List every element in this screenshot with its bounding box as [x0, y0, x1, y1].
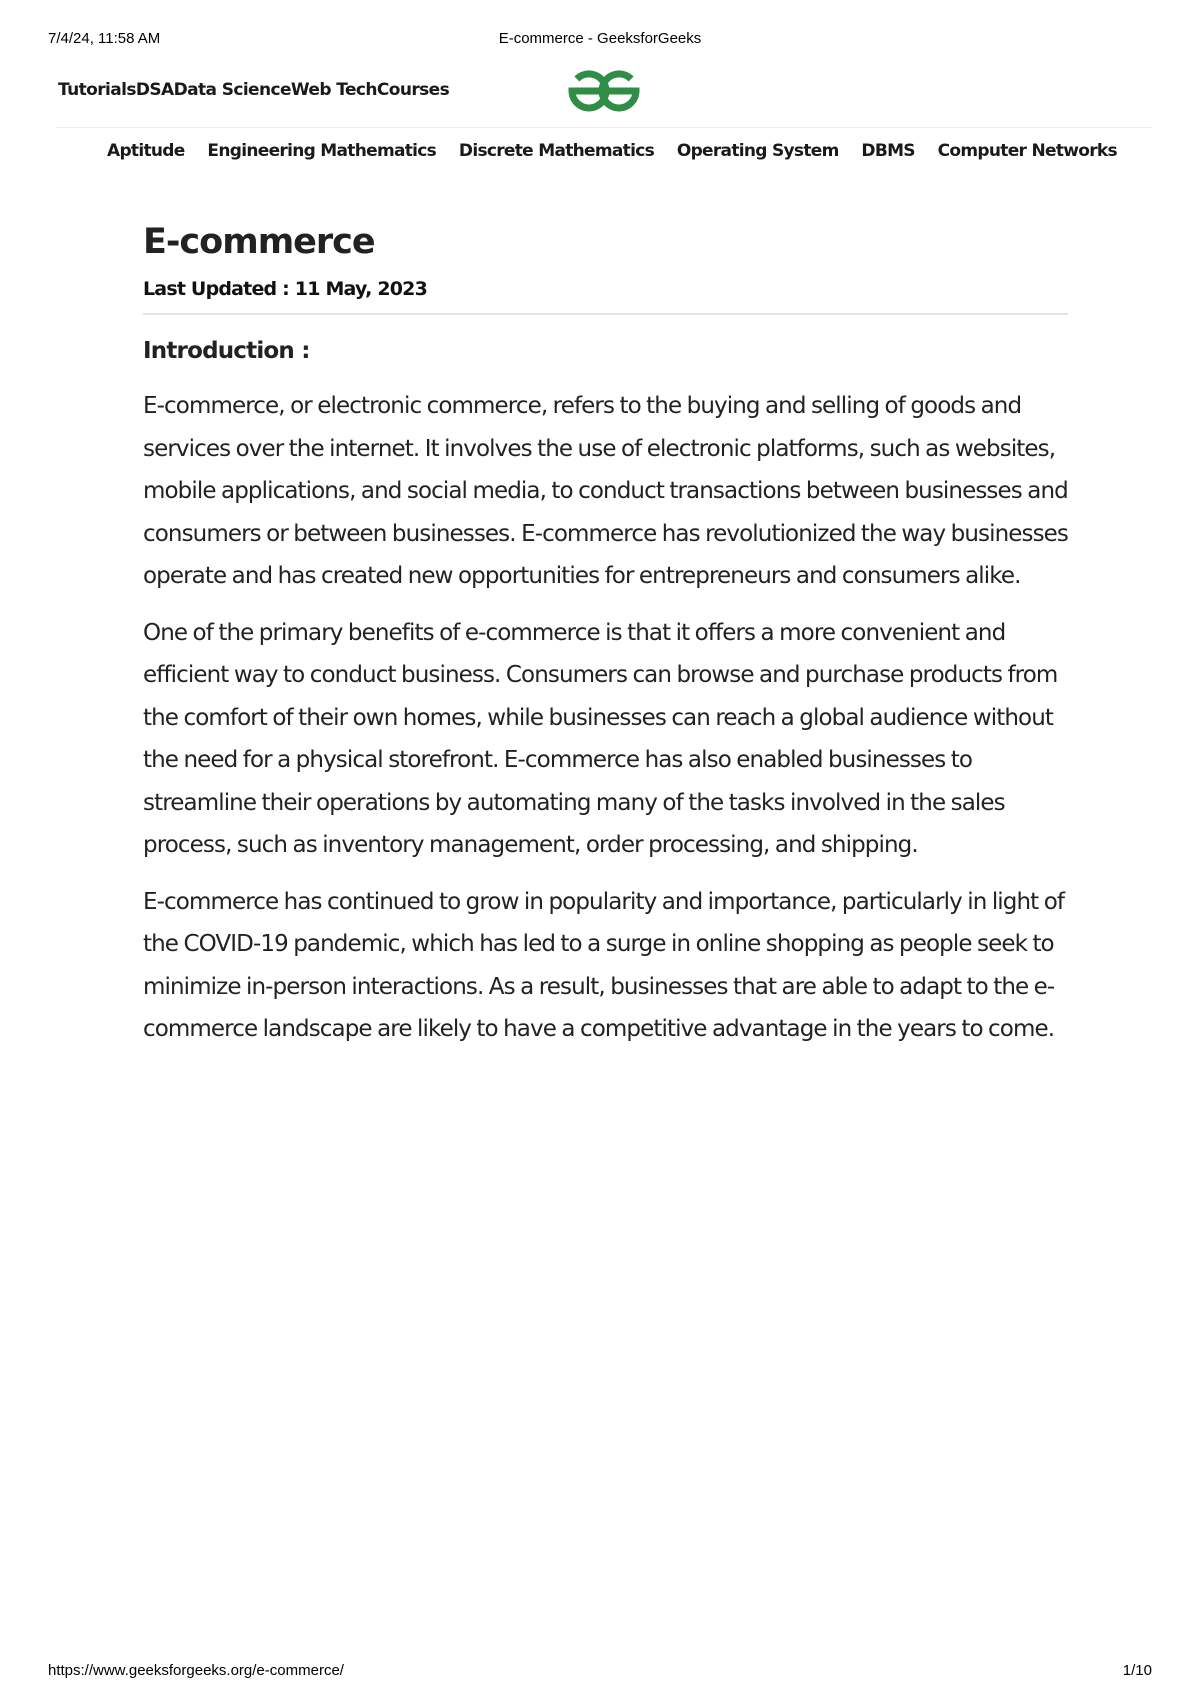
article-title: E-commerce	[143, 222, 375, 262]
sub-nav-item-aptitude[interactable]: Aptitude	[107, 141, 185, 161]
print-datetime: 7/4/24, 11:58 AM	[48, 30, 161, 47]
top-nav-item-dsa[interactable]: DSA	[135, 80, 174, 100]
sub-nav-item-discrete-mathematics[interactable]: Discrete Mathematics	[458, 141, 655, 161]
top-nav-item-data-science[interactable]: Data Science	[173, 80, 291, 100]
last-updated: Last Updated : 11 May, 2023	[143, 278, 428, 300]
print-url: https://www.geeksforgeeks.org/e-commerce/	[48, 1662, 344, 1679]
article-paragraph: E-commerce, or electronic commerce, refers to the buying and selling of goods and services over the internet. It involves the use of electronic platforms, such as websites, mobile applications, and social media, to conduct transactions between businesses and consumers or between businesses. E-commerce has revolutionized the way businesses operate and has created new opportunities for entrepreneurs and consumers alike.	[143, 393, 1068, 589]
sub-nav-item-engineering-mathematics[interactable]: Engineering Mathematics	[207, 141, 437, 161]
nav-divider	[56, 127, 1152, 128]
top-nav-item-web-tech[interactable]: Web Tech	[290, 80, 377, 100]
article	[143, 218, 1068, 1051]
print-header	[48, 30, 1152, 50]
article-paragraph: One of the primary benefits of e-commerce is that it offers a more convenient and efficient way to conduct business. Consumers can browse and purchase products from the comfort of their own homes, while businesses can reach a global audience without the need for a physical storefront. E-commerce has also enabled businesses to streamline their operations by automating many of the tasks involved in the sales process, such as inventory management, order processing, and shipping.	[143, 619, 1058, 858]
print-page-title: E-commerce - GeeksforGeeks	[498, 30, 702, 47]
print-page-number: 1/10	[1122, 1662, 1152, 1679]
sub-nav-item-computer-networks[interactable]: Computer Networks	[937, 141, 1117, 161]
top-nav-item-tutorials[interactable]: Tutorials	[58, 80, 136, 100]
article-divider	[143, 313, 1068, 315]
sub-nav-item-dbms[interactable]: DBMS	[861, 141, 915, 161]
top-nav	[58, 80, 449, 100]
geeksforgeeks-logo-icon[interactable]	[562, 70, 646, 112]
article-paragraph: E-commerce has continued to grow in popularity and importance, particularly in light of the COVID-19 pandemic, which has led to a surge in online shopping as people seek to minimize in-person interactions. As a result, businesses that are able to adapt to the e-commerce landscape are likely to have a competitive advantage in the years to come.	[143, 888, 1065, 1042]
section-heading-introduction: Introduction :	[143, 338, 310, 364]
sub-nav-item-operating-system[interactable]: Operating System	[676, 141, 839, 161]
sub-nav	[107, 141, 1117, 161]
top-nav-item-courses[interactable]: Courses	[376, 80, 450, 100]
